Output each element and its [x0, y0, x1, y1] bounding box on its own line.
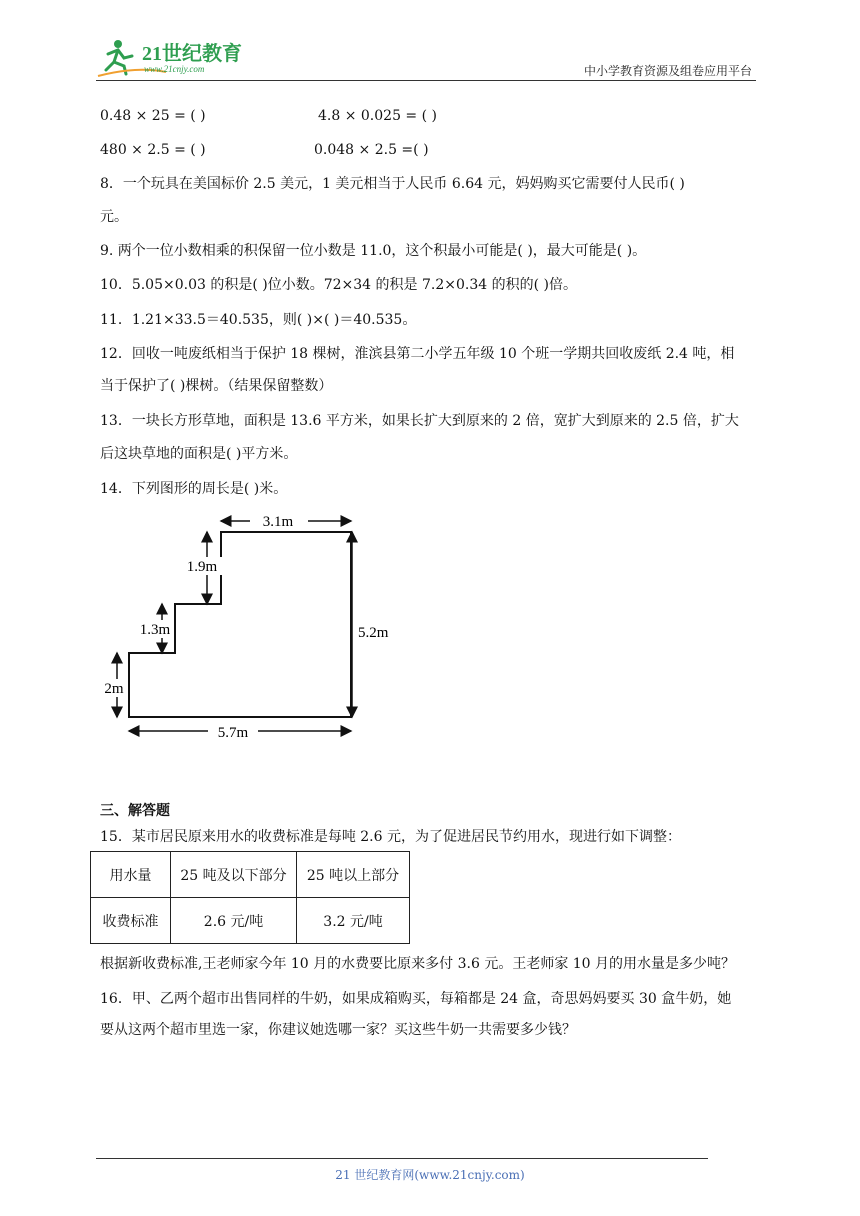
platform-name: 中小学教育资源及组卷应用平台 [583, 64, 752, 78]
equation-2b: 0.048 × 2.5 =( ) [314, 142, 429, 158]
footer-divider [96, 1158, 708, 1159]
lower-step-label: 2m [104, 681, 124, 697]
table-cell: 用水量 [91, 852, 171, 898]
table-row [91, 898, 410, 944]
table-row [91, 852, 410, 898]
logo-sub-text: www.21cnjy.com [144, 64, 205, 74]
question-13-line1: 13．一块长方形草地，面积是 13.6 平方米，如果长扩大到原来的 2 倍，宽扩大到原来的 2.5 倍，扩大 [100, 413, 739, 429]
table-cell: 25 吨以上部分 [297, 852, 410, 898]
right-dimension-label: 5.2m [358, 625, 389, 641]
logo-main-text: 21世纪教育 [142, 43, 242, 65]
fee-table [90, 851, 410, 944]
question-16-line1: 16．甲、乙两个超市出售同样的牛奶，如果成箱购买，每箱都是 24 盒，奇思妈妈要买 30 盒牛奶，她 [100, 991, 732, 1007]
question-12-line1: 12．回收一吨废纸相当于保护 18 棵树，淮滨县第二小学五年级 10 个班一学期共回收废纸 2.4 吨，相 [100, 346, 735, 362]
question-13-line2: 后这块草地的面积是( )平方米。 [100, 446, 298, 462]
question-15-prompt: 根据新收费标准,王老师家今年 10 月的水费要比原来多付 3.6 元。王老师家 10 月的用水量是多少吨？ [100, 956, 736, 972]
question-14: 14．下列图形的周长是( )米。 [100, 481, 288, 497]
bottom-dimension-label: 5.7m [217, 725, 249, 741]
runner-logo-icon [96, 36, 266, 78]
question-11: 11．1.21×33.5＝40.535，则( )×( )＝40.535。 [100, 312, 417, 328]
question-12-line2: 当于保护了( )棵树。（结果保留整数） [100, 378, 333, 394]
section-title-answers: 三、解答题 [100, 803, 170, 819]
question-9: 9. 两个一位小数相乘的积保留一位小数是 11.0，这个积最小可能是( )，最大可能是( )。 [100, 243, 647, 259]
table-cell: 25 吨及以下部分 [171, 852, 297, 898]
middle-step-label: 1.3m [139, 622, 171, 638]
header-divider [96, 80, 756, 81]
equation-1b: 4.8 × 0.025 = ( ) [318, 108, 437, 124]
upper-step-label: 1.9m [186, 559, 218, 575]
question-16-line2: 要从这两个超市里选一家，你建议她选哪一家？买这些牛奶一共需要多少钱？ [100, 1022, 576, 1038]
equation-2a: 480 × 2.5 = ( ) [100, 142, 206, 158]
table-cell: 3.2 元/吨 [297, 898, 410, 944]
question-8-line1: 8．一个玩具在美国标价 2.5 美元，1 美元相当于人民币 6.64 元，妈妈购买它需要付人民币( ) [100, 176, 685, 192]
equation-1a: 0.48 × 25 = ( ) [100, 108, 206, 124]
question-15: 15．某市居民原来用水的收费标准是每吨 2.6 元，为了促进居民节约用水，现进行如下调整： [100, 829, 681, 845]
perimeter-figure [100, 505, 400, 745]
top-dimension-label: 3.1m [262, 514, 294, 530]
table-cell: 2.6 元/吨 [171, 898, 297, 944]
logo [96, 36, 266, 78]
question-8-line2: 元。 [100, 209, 128, 225]
footer-link[interactable]: 21 世纪教育网(www.21cnjy.com) [335, 1168, 525, 1182]
question-10: 10．5.05×0.03 的积是( )位小数。72×34 的积是 7.2×0.34 的积的( )倍。 [100, 277, 577, 293]
table-cell: 收费标准 [91, 898, 171, 944]
